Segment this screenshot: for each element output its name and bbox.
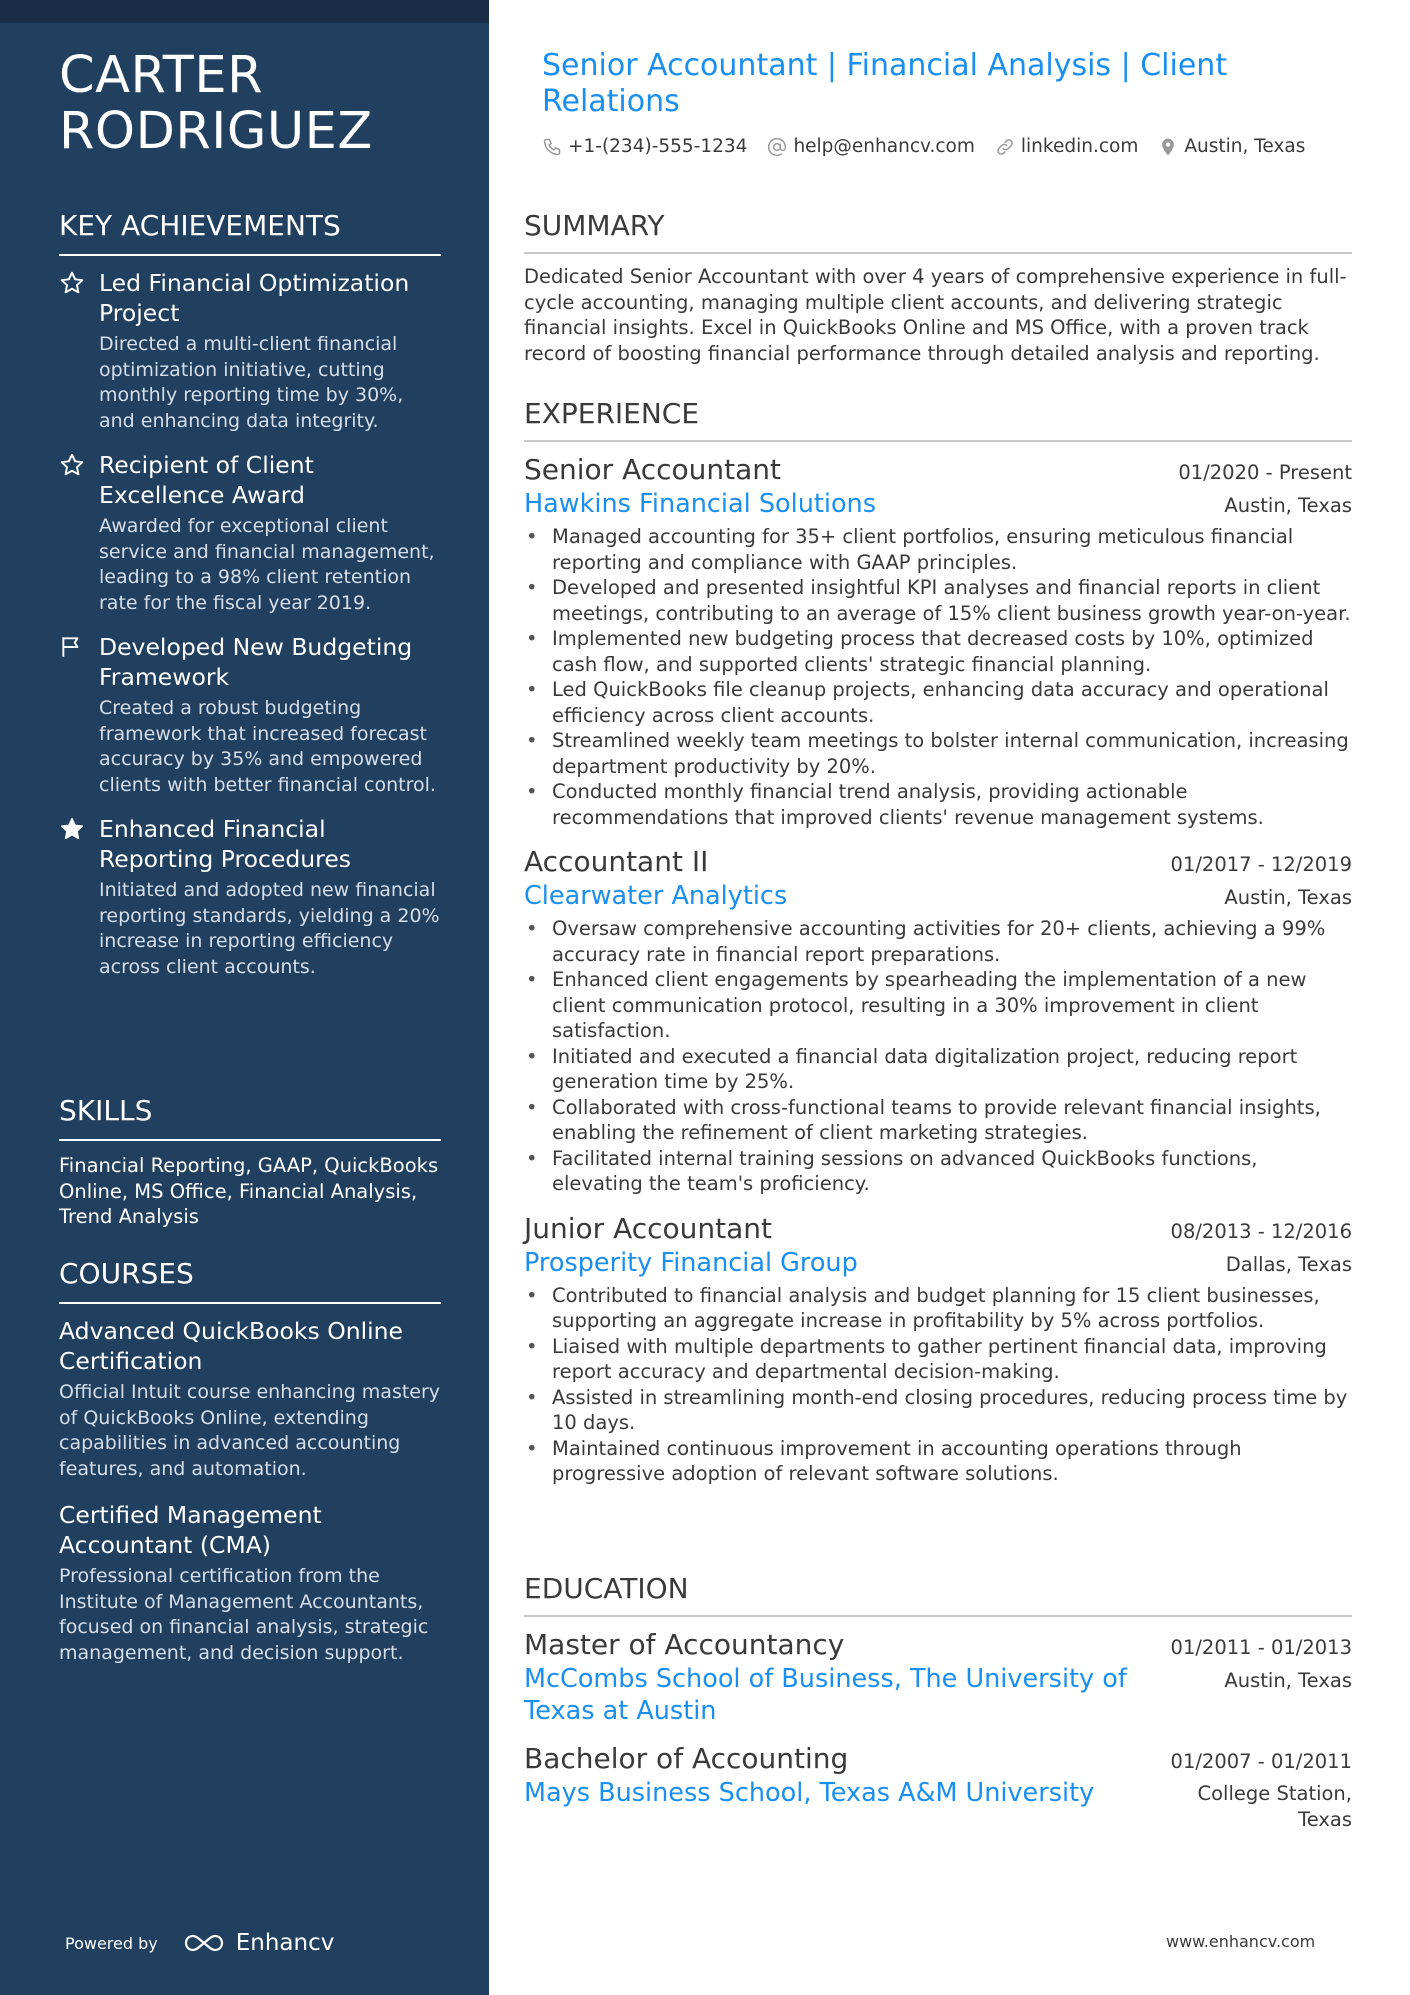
achievement-item <box>59 268 441 434</box>
bullet-item: • Oversaw comprehensive accounting activities for 20+ clients, achieving a 99% accuracy rate in financial report preparations. <box>552 916 1352 967</box>
flag-icon <box>59 634 85 660</box>
achievement-desc: Awarded for exceptional client service and financial management, leading to a 98% client retention rate for the fiscal year 2019. <box>99 515 435 614</box>
experience-heading: EXPERIENCE <box>524 396 1352 442</box>
contact-bar <box>542 136 1325 157</box>
email-text: help@enhancv.com <box>793 136 975 157</box>
bullet-item: • Enhanced client engagements by spearheading the implementation of a new client communication protocol, resulting in a 30% improvement in client satisfaction. <box>552 967 1352 1044</box>
skills-heading: SKILLS <box>59 1093 441 1141</box>
summary-heading: SUMMARY <box>524 208 1352 254</box>
education-section <box>524 1571 1352 1846</box>
at-icon <box>767 137 787 157</box>
job-role: Junior Accountant <box>524 1211 773 1245</box>
bullet-item: • Collaborated with cross-functional teams to provide relevant financial insights, enabling the refinement of client marketing strategies. <box>552 1095 1352 1146</box>
job-dates: 08/2013 - 12/2016 <box>1170 1219 1352 1243</box>
bullet-item: • Assisted in streamlining month-end closing procedures, reducing process time by 10 days. <box>552 1385 1352 1436</box>
job-company: Hawkins Financial Solutions <box>524 489 876 519</box>
education-location: Austin, Texas <box>1224 1669 1352 1692</box>
course-desc: Official Intuit course enhancing mastery of QuickBooks Online, extending capabilities in advanced accounting features, and automation. <box>59 1381 441 1480</box>
education-location: College Station, Texas <box>1197 1782 1352 1831</box>
candidate-name: CARTER RODRIGUEZ <box>59 46 373 161</box>
education-dates: 01/2007 - 01/2011 <box>1170 1750 1352 1773</box>
job-location: Austin, Texas <box>1224 886 1352 909</box>
degree: Bachelor of Accounting <box>524 1742 849 1775</box>
achievement-title: Led Financial Optimization Project <box>99 269 410 327</box>
education-entry <box>524 1627 1352 1727</box>
achievement-desc: Created a robust budgeting framework that increased forecast accuracy by 35% and empowered clients with better financial control. <box>99 697 436 796</box>
bullet-item: • Managed accounting for 35+ client portfolios, ensuring meticulous financial reporting and compliance with GAAP principles. <box>552 524 1352 575</box>
enhancv-brand-name: Enhancv <box>235 1930 335 1956</box>
degree: Master of Accountancy <box>524 1628 845 1661</box>
course-item <box>59 1500 441 1666</box>
education-dates: 01/2011 - 01/2013 <box>1170 1636 1352 1659</box>
job-company: Clearwater Analytics <box>524 881 788 911</box>
achievement-title: Developed New Budgeting Framework <box>99 633 413 691</box>
contact-email[interactable] <box>767 136 974 157</box>
achievements-section <box>59 208 441 996</box>
job-dates: 01/2020 - Present <box>1178 461 1352 484</box>
course-title: Advanced QuickBooks Online Certification <box>59 1317 403 1375</box>
skills-list: Financial Reporting, GAAP, QuickBooks Online, MS Office, Financial Analysis, Trend Analysis <box>59 1154 439 1228</box>
enhancv-logo-icon <box>182 1932 226 1954</box>
course-item <box>59 1316 441 1482</box>
contact-linkedin[interactable] <box>995 136 1138 157</box>
link-icon <box>995 137 1015 157</box>
star-outline-icon <box>59 452 85 478</box>
achievements-heading: KEY ACHIEVEMENTS <box>59 208 441 256</box>
bullet-item: • Conducted monthly financial trend analysis, providing actionable recommendations that improved clients' revenue management systems. <box>552 779 1352 830</box>
job-entry <box>524 1211 1352 1487</box>
bullet-item: • Maintained continuous improvement in accounting operations through progressive adoption of relevant software solutions. <box>552 1436 1352 1487</box>
powered-by <box>65 1930 334 1956</box>
location-text: Austin, Texas <box>1184 136 1306 157</box>
bullet-item: • Implemented new budgeting process that decreased costs by 10%, optimized cash flow, and supported clients' strategic financial planning. <box>552 626 1352 677</box>
job-bullets <box>524 1283 1352 1487</box>
course-desc: Professional certification from the Institute of Management Accountants, focused on financial analysis, strategic management, and decision support. <box>59 1565 429 1664</box>
courses-section <box>59 1256 441 1684</box>
achievement-item <box>59 450 441 616</box>
job-location: Austin, Texas <box>1224 494 1352 517</box>
education-entry <box>524 1741 1352 1832</box>
sidebar-top-bar <box>0 0 489 23</box>
phone-icon <box>542 137 562 157</box>
powered-by-label: Powered by <box>65 1933 158 1953</box>
achievement-title: Enhanced Financial Reporting Procedures <box>99 815 352 873</box>
bullet-item: • Initiated and executed a financial data digitalization project, reducing report generation time by 25%. <box>552 1044 1352 1095</box>
job-entry <box>524 452 1352 830</box>
achievement-item <box>59 814 441 980</box>
star-filled-icon <box>59 816 85 842</box>
school: Mays Business School, Texas A&M University <box>524 1778 1095 1808</box>
star-outline-icon <box>59 270 85 296</box>
job-entry <box>524 844 1352 1197</box>
job-dates: 01/2017 - 12/2019 <box>1170 853 1352 876</box>
summary-text: Dedicated Senior Accountant with over 4 years of comprehensive experience in full-cycle accounting, managing multiple client accounts, and delivering strategic financial insights. Excel in QuickBooks Online and MS Office, with a proven track record of boosting financial performance through detailed analysis and reporting. <box>524 265 1347 365</box>
location-pin-icon <box>1158 137 1178 157</box>
job-role: Accountant II <box>524 845 709 878</box>
bullet-item: • Streamlined weekly team meetings to bolster internal communication, increasing department productivity by 20%. <box>552 728 1352 779</box>
job-company: Prosperity Financial Group <box>524 1247 858 1278</box>
course-title: Certified Management Accountant (CMA) <box>59 1501 322 1559</box>
job-bullets <box>524 524 1352 830</box>
phone-text: +1-(234)-555-1234 <box>568 136 748 157</box>
job-role: Senior Accountant <box>524 453 782 486</box>
skills-section <box>59 1093 441 1230</box>
achievement-desc: Initiated and adopted new financial reporting standards, yielding a 20% increase in reporting efficiency across client accounts. <box>99 879 440 978</box>
education-heading: EDUCATION <box>524 1571 1352 1617</box>
bullet-item: • Facilitated internal training sessions on advanced QuickBooks functions, elevating the team's proficiency. <box>552 1146 1352 1197</box>
contact-location <box>1158 136 1305 157</box>
job-location: Dallas, Texas <box>1225 1252 1352 1276</box>
achievement-item <box>59 632 441 798</box>
linkedin-text: linkedin.com <box>1020 136 1139 157</box>
enhancv-logo[interactable] <box>182 1930 335 1956</box>
bullet-item: • Developed and presented insightful KPI analyses and financial reports in client meetings, contributing to an average of 15% client business growth year-on-year. <box>552 575 1352 626</box>
footer-url[interactable]: www.enhancv.com <box>1166 1932 1316 1951</box>
experience-section <box>524 396 1352 1501</box>
bullet-item: • Contributed to financial analysis and budget planning for 15 client businesses, supporting an aggregate increase in profitability by 5% across portfolios. <box>552 1283 1352 1334</box>
contact-phone[interactable] <box>542 136 747 157</box>
job-bullets <box>524 916 1352 1197</box>
headline: Senior Accountant | Financial Analysis | Client Relations <box>542 48 1228 119</box>
courses-heading: COURSES <box>59 1256 441 1304</box>
bullet-item: • Led QuickBooks file cleanup projects, enhancing data accuracy and operational efficiency across client accounts. <box>552 677 1352 728</box>
school: McCombs School of Business, The University of Texas at Austin <box>524 1664 1127 1726</box>
bullet-item: • Liaised with multiple departments to gather pertinent financial data, improving report accuracy and departmental decision-making. <box>552 1334 1352 1385</box>
achievement-title: Recipient of Client Excellence Award <box>99 451 314 509</box>
summary-section <box>524 208 1352 366</box>
achievement-desc: Directed a multi-client financial optimization initiative, cutting monthly reporting time by 30%, and enhancing data integrity. <box>99 333 404 432</box>
